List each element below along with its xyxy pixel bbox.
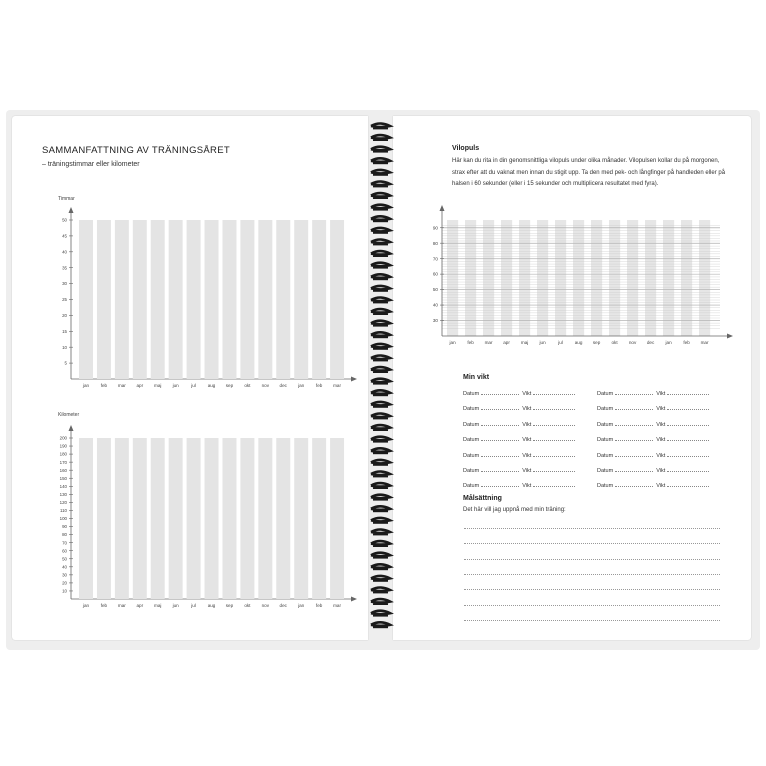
weight-entry-row [597, 481, 709, 489]
km-tick-label: dec [279, 603, 287, 608]
pulse-tick-label: apr [503, 340, 510, 345]
weight-write-line[interactable] [667, 435, 709, 441]
weight-entry-row [463, 389, 575, 397]
km-y-tick-label: 110 [60, 508, 67, 514]
hours-y-tick-label: 35 [62, 265, 67, 271]
pulse-column-aug [573, 220, 584, 336]
pulse-y-tick-label: 50 [432, 287, 438, 293]
weight-write-line[interactable] [533, 435, 575, 441]
weight-label: Vikt [522, 437, 532, 444]
pulse-column-feb [465, 220, 476, 336]
weight-entry-row [597, 404, 709, 412]
date-label: Datum [597, 468, 614, 474]
weight-write-line[interactable] [533, 466, 575, 472]
weight-entry-row [463, 435, 575, 443]
date-write-line[interactable] [615, 481, 653, 487]
hours-tick-label: jan [298, 383, 305, 388]
km-y-tick-label: 130 [59, 491, 67, 497]
km-tick-label: nov [261, 603, 270, 608]
hours-y-tick-label: 25 [62, 297, 67, 303]
hours-y-tick-label: 20 [62, 313, 67, 318]
date-label: Datum [597, 437, 614, 444]
km-y-tick-label: 40 [62, 564, 67, 570]
pulse-column-nov [627, 220, 638, 336]
pulse-x-arrow [727, 334, 733, 339]
date-label: Datum [463, 468, 480, 474]
date-label: Datum [463, 391, 480, 397]
weight-label: Vikt [656, 437, 666, 444]
goal-write-line[interactable] [464, 605, 720, 606]
pulse-y-tick-label: 60 [432, 271, 438, 277]
pulse-tick-label: feb [683, 340, 690, 345]
hours-tick-label: jun [172, 383, 179, 388]
date-label: Datum [463, 421, 480, 428]
weight-write-line[interactable] [667, 451, 709, 457]
km-y-tick-label: 180 [59, 451, 67, 457]
km-tick-label: feb [100, 603, 108, 608]
hours-tick-label: jul [191, 383, 196, 388]
pulse-column-maj [519, 220, 530, 336]
vilopuls-heading: Vilopuls [452, 145, 480, 152]
pulse-column-apr [501, 220, 512, 336]
hours-y-tick-label: 45 [62, 233, 67, 239]
pulse-y-tick-label: 40 [432, 302, 438, 308]
pulse-tick-label: mar [700, 340, 709, 345]
pulse-column-feb [681, 220, 692, 336]
pulse-tick-label: jan [449, 340, 456, 345]
hours-tick-label: feb [315, 383, 323, 388]
date-label: Datum [597, 483, 614, 490]
km-y-tick-label: 90 [62, 524, 67, 530]
km-tick-label: jan [298, 603, 305, 608]
weight-entry-row [463, 481, 575, 489]
weight-label: Vikt [656, 391, 666, 397]
hours-tick-label: mar [333, 383, 342, 388]
hours-tick-label: dec [279, 383, 287, 388]
hours-tick-label: aug [207, 383, 216, 388]
km-tick-label: mar [333, 603, 342, 608]
pulse-tick-label: mar [484, 340, 493, 345]
km-tick-label: okt [244, 603, 251, 608]
hours-tick-label: feb [100, 383, 108, 388]
date-write-line[interactable] [481, 466, 519, 472]
hours-y-tick-label: 5 [64, 360, 67, 366]
weight-label: Vikt [522, 452, 532, 459]
vilopuls-description: Här kan du rita in din genomsnittliga vilopuls under olika månader. Vilopulsen kollar du på morgonen, strax efter att du vaknat men innan du stigit upp. Ta den med pek- och långfinger på handleden eller på halsen i 60 sekunder (eller i 15 sekunder och multiplicera resultatet med fyra). [452, 158, 726, 188]
weight-write-line[interactable] [533, 404, 575, 410]
km-y-tick-label: 10 [62, 588, 67, 594]
date-label: Datum [463, 437, 480, 444]
pulse-column-sep [591, 220, 602, 336]
km-tick-label: feb [315, 603, 323, 608]
weight-label: Vikt [522, 483, 532, 490]
pulse-y-tick-label: 30 [432, 318, 438, 324]
weight-write-line[interactable] [533, 481, 575, 487]
weight-entry-row [463, 466, 575, 474]
km-y-tick-label: 20 [62, 580, 67, 586]
pulse-column-jul [555, 220, 566, 336]
hours-y-tick-label: 50 [62, 217, 67, 223]
pulse-y-tick-label: 90 [432, 225, 438, 231]
km-y-tick-label: 50 [62, 556, 67, 562]
date-write-line[interactable] [481, 404, 519, 410]
weight-entry-row [597, 435, 709, 443]
date-write-line[interactable] [481, 435, 519, 441]
weight-heading: Min vikt [463, 374, 490, 381]
page-subtitle: – träningstimmar eller kilometer [42, 161, 140, 168]
weight-label: Vikt [522, 468, 532, 474]
hours-tick-label: maj [154, 383, 162, 388]
weight-write-line[interactable] [667, 389, 709, 395]
pulse-tick-label: nov [628, 340, 637, 345]
km-tick-label: sep [225, 603, 234, 608]
hours-tick-label: apr [136, 383, 144, 388]
pulse-column-jan [447, 220, 458, 336]
pulse-column-jan [663, 220, 674, 336]
km-tick-label: mar [117, 603, 126, 608]
km-tick-label: jun [172, 603, 179, 608]
weight-write-line[interactable] [533, 451, 575, 457]
weight-entry-row [463, 404, 575, 412]
km-tick-label: apr [136, 603, 144, 608]
hours-y-tick-label: 15 [62, 328, 67, 334]
km-y-tick-label: 140 [59, 483, 67, 489]
km-tick-label: maj [154, 603, 162, 608]
date-write-line[interactable] [615, 451, 653, 457]
pulse-tick-label: dec [646, 340, 655, 345]
weight-write-line[interactable] [667, 420, 709, 426]
weight-entry-row [597, 389, 709, 397]
hours-y-tick-label: 30 [62, 281, 67, 287]
hours-tick-label: mar [117, 383, 126, 388]
weight-label: Vikt [656, 421, 666, 428]
weight-write-line[interactable] [667, 466, 709, 472]
pulse-column-dec [645, 220, 656, 336]
hours-tick-label: nov [261, 383, 270, 388]
km-y-tick-label: 80 [62, 532, 67, 538]
date-label: Datum [597, 452, 614, 459]
pulse-tick-label: jul [558, 340, 563, 345]
goal-write-line[interactable] [464, 543, 720, 544]
pulse-tick-label: jan [665, 340, 672, 345]
weight-write-line[interactable] [667, 481, 709, 487]
km-y-tick-label: 150 [59, 475, 67, 481]
pulse-column-jun [537, 220, 548, 336]
pulse-column-mar [699, 220, 710, 336]
km-y-tick-label: 30 [62, 572, 67, 578]
pulse-y-tick-label: 70 [432, 256, 438, 262]
hours-tick-label: okt [244, 383, 251, 388]
weight-write-line[interactable] [533, 420, 575, 426]
weight-entry-row [597, 420, 709, 428]
km-y-tick-label: 100 [59, 516, 67, 522]
weight-write-line[interactable] [533, 389, 575, 395]
km-tick-label: jul [191, 603, 196, 608]
pulse-tick-label: sep [592, 340, 601, 345]
pulse-column-okt [609, 220, 620, 336]
date-label: Datum [597, 391, 614, 397]
pulse-tick-label: aug [574, 340, 583, 345]
pulse-column-mar [483, 220, 494, 336]
weight-entry-row [463, 420, 575, 428]
pulse-tick-label: maj [520, 340, 529, 345]
km-y-tick-label: 120 [59, 500, 67, 505]
date-write-line[interactable] [615, 404, 653, 410]
weight-label: Vikt [656, 468, 666, 474]
pulse-y-arrow [440, 205, 445, 211]
date-write-line[interactable] [481, 451, 519, 457]
km-y-tick-label: 60 [62, 548, 67, 554]
hours-axis-label: Timmar [58, 196, 75, 202]
goal-write-line[interactable] [464, 620, 720, 621]
km-y-tick-label: 160 [59, 467, 67, 473]
hours-tick-label: sep [225, 383, 234, 388]
date-write-line[interactable] [481, 481, 519, 487]
date-label: Datum [463, 452, 480, 459]
weight-entry-row [597, 466, 709, 474]
date-write-line[interactable] [481, 420, 519, 426]
date-label: Datum [463, 406, 480, 413]
date-label: Datum [597, 421, 614, 428]
goal-write-line[interactable] [464, 574, 720, 575]
km-tick-label: jan [82, 603, 90, 608]
goal-write-line[interactable] [464, 528, 720, 529]
km-y-tick-label: 70 [62, 540, 67, 546]
date-write-line[interactable] [615, 435, 653, 441]
km-y-tick-label: 190 [59, 443, 67, 449]
weight-label: Vikt [522, 421, 532, 428]
date-label: Datum [597, 406, 614, 413]
date-label: Datum [463, 483, 480, 490]
kilometer-axis-label: Kilometer [58, 412, 80, 418]
weight-write-line[interactable] [667, 404, 709, 410]
goal-heading: Målsättning [463, 495, 502, 502]
pulse-tick-label: jun [539, 340, 546, 345]
date-write-line[interactable] [615, 389, 653, 395]
goal-prompt: Det här vill jag uppnå med min träning: [463, 507, 566, 513]
date-write-line[interactable] [615, 466, 653, 472]
weight-label: Vikt [522, 406, 532, 413]
date-write-line[interactable] [615, 420, 653, 426]
weight-label: Vikt [656, 483, 666, 490]
weight-label: Vikt [656, 406, 666, 413]
km-tick-label: aug [207, 603, 216, 608]
hours-y-tick-label: 10 [62, 344, 67, 350]
hours-tick-label: jan [82, 383, 90, 388]
goal-write-line[interactable] [464, 589, 720, 590]
date-write-line[interactable] [481, 389, 519, 395]
pulse-y-tick-label: 80 [432, 240, 438, 246]
pulse-tick-label: okt [611, 340, 618, 345]
km-y-tick-label: 170 [59, 459, 67, 465]
page-title: SAMMANFATTNING AV TRÄNINGSÅRET [42, 145, 230, 156]
hours-y-tick-label: 40 [62, 249, 67, 255]
goal-write-line[interactable] [464, 559, 720, 560]
weight-label: Vikt [656, 452, 666, 459]
pulse-tick-label: feb [467, 340, 474, 345]
weight-label: Vikt [522, 391, 532, 397]
km-y-tick-label: 200 [59, 435, 67, 441]
weight-entry-row [597, 451, 709, 459]
weight-entry-row [463, 451, 575, 459]
